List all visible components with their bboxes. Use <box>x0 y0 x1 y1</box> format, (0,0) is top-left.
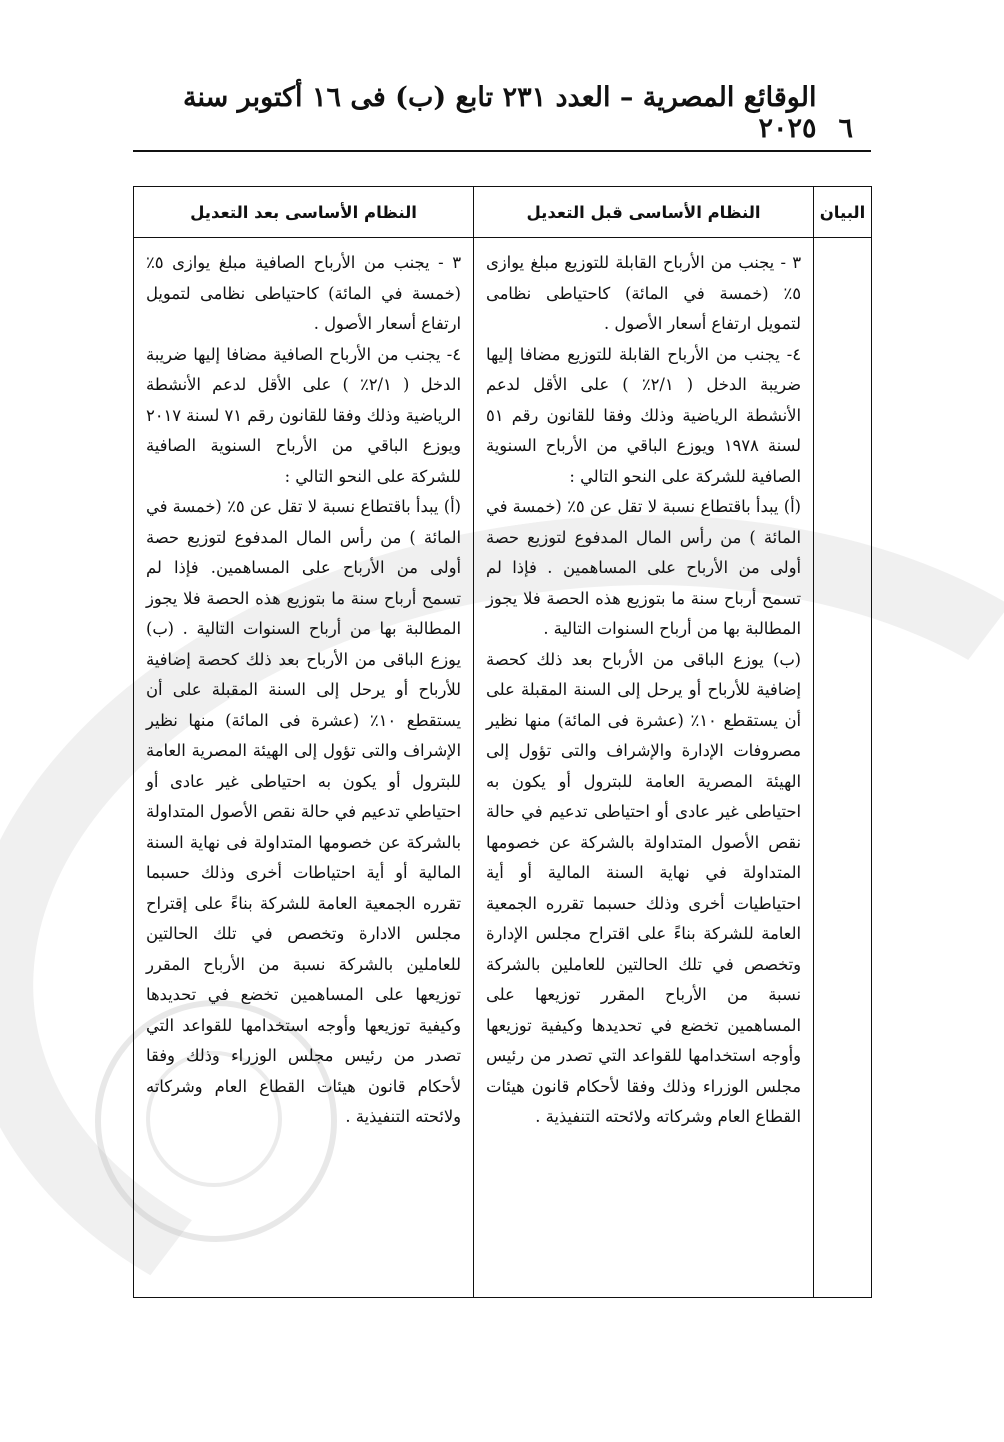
before-clause-3: ٣ - يجنب من الأرباح القابلة للتوزيع مبلغ يوازى ٥٪ (خمسة في المائة) كاحتياطى نظامى لتمويل ارتفاع أسعار الأصول . <box>486 253 801 333</box>
before-clause-4b: (ب) يوزع الباقى من الأرباح بعد ذلك كحصة إضافية للأرباح أو يرحل إلى السنة المقبلة على أن يستقطع ١٠٪ (عشرة فى المائة) منها نظير مصروفات الإدارة والإشراف والتى تؤول إلى الهيئة المصرية العامة للبترول أو يكون به احتياطى غير عادى أو احتياطى تدعيم في حالة نقص الأصول المتداولة بالشركة عن خصومها المتداولة في نهاية السنة المالية أو أية احتياطيات أخرى وذلك حسبما تقرره الجمعية العامة للشركة بناءً على اقتراح مجلس الإدارة وتخصص في تلك الحالتين للعاملين بالشركة نسبة من الأرباح المقرر توزيعها على المساهمين تخضع في تحديدها وكيفية توزيعها وأوجه استخدامها للقواعد التي تصدر من رئيس مجلس الوزراء وذلك وفقا لأحكام قانون هيئات القطاع العام وشركاته ولائحته التنفيذية . <box>486 649 801 1126</box>
after-clause-4ab: (أ) يبدأ باقتطاع نسبة لا تقل عن ٥٪ (خمسة في المائة ) من رأس المال المدفوع لتوزيع حصة أولى من الأرباح على المساهمين. فإذا لم تسمح أرباح سنة ما بتوزيع هذه الحصة فلا يجوز المطالبة بها من أرباح السنوات التالية . (ب) يوزع الباقى من الأرباح بعد ذلك كحصة إضافية للأرباح أو يرحل إلى السنة المقبلة على أن يستقطع ١٠٪ (عشرة فى المائة) منها نظير الإشراف والتى تؤول إلى الهيئة المصرية العامة للبترول أو يكون به احتياطى غير عادى أو احتياطي تدعيم في حالة نقص الأصول المتداولة بالشركة عن خصومها المتداولة فى نهاية السنة المالية أو أية احتياطات أخرى وذلك حسبما تقرره الجمعية العامة للشركة بناءً على إقتراح مجلس الادارة وتخصص في تلك الحالتين للعاملين بالشركة نسبة من الأرباح المقرر توزيعها على المساهمين تخضع في تحديدها وكيفية توزيعها وأوجه استخدامها للقواعد التي تصدر من رئيس مجلس الوزراء وذلك وفقا لأحكام قانون هيئات القطاع العام وشركاته ولائحته التنفيذية . <box>146 497 462 1126</box>
amendment-table <box>133 186 872 1298</box>
table-header-row <box>134 187 872 238</box>
column-header-after: النظام الأساسى بعد التعديل <box>134 187 474 238</box>
table-row <box>134 238 872 1298</box>
before-cell <box>474 238 814 1298</box>
column-header-label: البيان <box>814 187 872 238</box>
before-clause-4: ٤- يجنب من الأرباح القابلة للتوزيع مضافا إليها ضريبة الدخل ( ٢/١٪ ) على الأقل لدعم الأنشطة الرياضية وذلك وفقا للقانون رقم ٥١ لسنة ١٩٧٨ ويوزع الباقي من الأرباح السنوية الصافية للشركة على النحو التالي : <box>486 344 801 486</box>
after-clause-3: ٣ - يجنب من الأرباح الصافية مبلغ يوازى ٥٪ (خمسة في المائة) كاحتياطى نظامى لتمويل ارتفاع أسعار الأصول . <box>146 253 461 333</box>
after-cell <box>134 238 474 1298</box>
page-header <box>133 82 871 152</box>
label-cell <box>814 238 872 1298</box>
column-header-before: النظام الأساسى قبل التعديل <box>474 187 814 238</box>
after-clause-4: ٤- يجنب من الأرباح الصافية مضافا إليها ضريبة الدخل ( ٢/١٪ ) على الأقل لدعم الأنشطة الرياضية وذلك وفقا للقانون رقم ٧١ لسنة ٢٠١٧ ويوزع الباقي من الأرباح السنوية الصافية للشركة على النحو التالي : <box>146 344 461 486</box>
page-number: ٦ <box>838 113 853 144</box>
before-clause-4a: (أ) يبدأ باقتطاع نسبة لا تقل عن ٥٪ (خمسة في المائة ) من رأس المال المدفوع لتوزيع حصة أولى من الأرباح على المساهمين . فإذا لم تسمح أرباح سنة ما بتوزيع هذه الحصة فلا يجوز المطالبة بها من أرباح السنوات التالية . <box>486 497 801 638</box>
gazette-title: الوقائع المصرية – العدد ٢٣١ تابع (ب) فى ١٦ أكتوبر سنة ٢٠٢٥ <box>183 82 817 144</box>
